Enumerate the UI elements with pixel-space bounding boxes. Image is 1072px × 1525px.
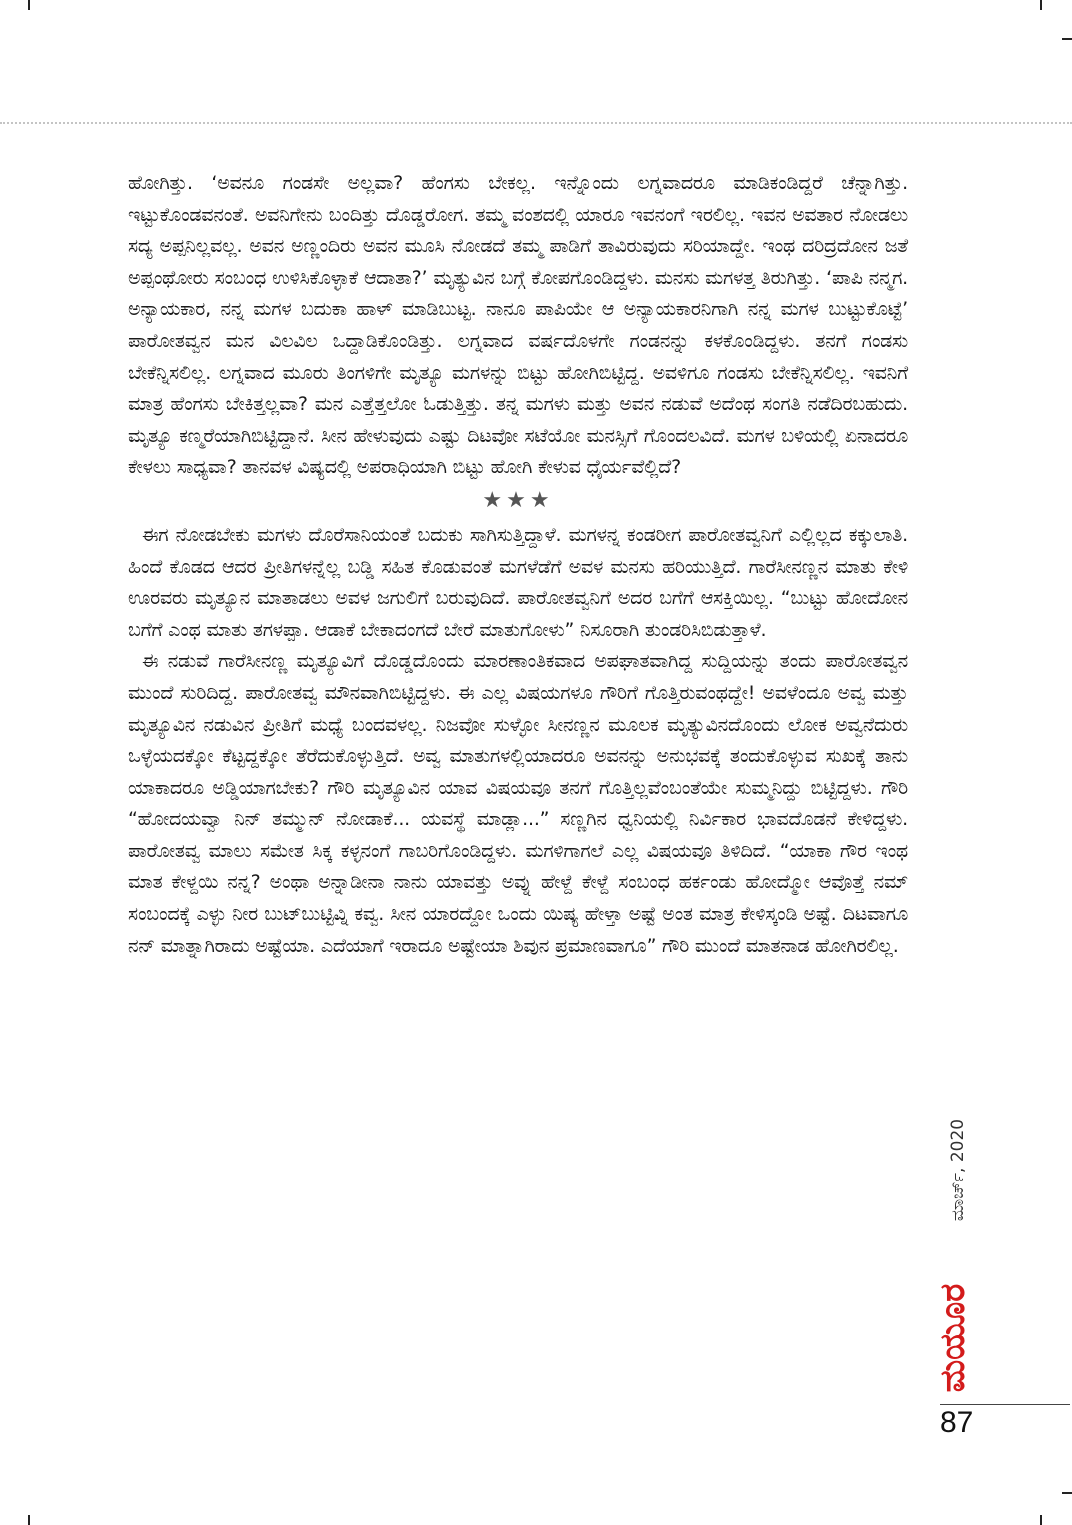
crop-mark-bottom-left — [28, 1515, 30, 1525]
magazine-logo-text: ಮಯೂರ — [933, 1283, 973, 1393]
page-number: 87 — [940, 1406, 974, 1439]
paragraph-1: ಹೋಗಿತ್ತು. ‘ಅವನೂ ಗಂಡಸೇ ಅಲ್ಲವಾ? ಹೆಂಗಸು ಬೇಕಲ್ಲ. ಇನ್ನೊಂದು ಲಗ್ನವಾದರೂ ಮಾಡಿಕಂಡಿದ್ದರೆ ಚೆನ್ನಾಗಿತ್ತು. ಇಟ್ಟುಕೊಂಡವನಂತೆ. ಅವನಿಗೇನು ಬಂದಿತ್ತು ದೊಡ್ಡರೋಗ. ತಮ್ಮ ವಂಶದಲ್ಲಿ ಯಾರೂ ಇವನಂಗೆ ಇರಲಿಲ್ಲ. ಇವನ ಅವತಾರ ನೋಡಲು ಸದ್ಯ ಅಪ್ಪನಿಲ್ಲವಲ್ಲ. ಅವನ ಅಣ್ಣಂದಿರು ಅವನ ಮೂಸಿ ನೋಡದೆ ತಮ್ಮ ಪಾಡಿಗೆ ತಾವಿರುವುದು ಸರಿಯಾದ್ದೇ. ಇಂಥ ದರಿದ್ರದೋನ ಜತೆ ಅಪ್ಪಂಥೋರು ಸಂಬಂಧ ಉಳಿಸಿಕೊಳ್ಳಾಕೆ ಆದಾತಾ?’ ಮೃತ್ಯುವಿನ ಬಗ್ಗೆ ಕೋಪಗೊಂಡಿದ್ದಳು. ಮನಸು ಮಗಳತ್ತ ತಿರುಗಿತ್ತು. ‘ಪಾಪಿ ನನ್ಮಗ. ಅನ್ಯಾಯಕಾರ, ನನ್ನ ಮಗಳ ಬದುಕಾ ಹಾಳ್ ಮಾಡಿಬುಟ್ಟ. ನಾನೂ ಪಾಪಿಯೇ ಆ ಅನ್ಯಾಯಕಾರನಿಗಾಗಿ ನನ್ನ ಮಗಳ ಬುಟ್ಟುಕೊಟ್ಟೆ’ ಪಾರೋತವ್ವನ ಮನ ವಿಲವಿಲ ಒದ್ದಾಡಿಕೊಂಡಿತ್ತು. ಲಗ್ನವಾದ ವರ್ಷದೊಳಗೇ ಗಂಡನನ್ನು ಕಳಕೊಂಡಿದ್ದಳು. ತನಗೆ ಗಂಡಸು ಬೇಕೆನ್ನಿಸಲಿಲ್ಲ. ಲಗ್ನವಾದ ಮೂರು ತಿಂಗಳಿಗೇ ಮೃತ್ಯೂ ಮಗಳನ್ನು ಬಿಟ್ಟು ಹೋಗಿಬಿಟ್ಟಿದ್ದ. ಅವಳಿಗೂ ಗಂಡಸು ಬೇಕೆನ್ನಿಸಲಿಲ್ಲ. ಇವನಿಗೆ ಮಾತ್ರ ಹೆಂಗಸು ಬೇಕಿತ್ತಲ್ಲವಾ? ಮನ ಎತ್ತೆತ್ತಲೋ ಓಡುತ್ತಿತ್ತು. ತನ್ನ ಮಗಳು ಮತ್ತು ಅವನ ನಡುವೆ ಅದೆಂಥ ಸಂಗತಿ ನಡೆದಿರಬಹುದು. ಮೃತ್ಯೂ ಕಣ್ಮರೆಯಾಗಿಬಿಟ್ಟಿದ್ದಾನೆ. ಸೀನ ಹೇಳುವುದು ಎಷ್ಟು ದಿಟವೋ ಸಟೆಯೋ ಮನಸ್ಸಿಗೆ ಗೊಂದಲವಿದೆ. ಮಗಳ ಬಳಿಯಲ್ಲಿ ಏನಾದರೂ ಕೇಳಲು ಸಾಧ್ಯವಾ? ತಾನವಳ ವಿಷ್ಯದಲ್ಲಿ ಅಪರಾಧಿಯಾಗಿ ಬಿಟ್ಟು ಹೋಗಿ ಕೇಳುವ ಧೈರ್ಯವೆಲ್ಲಿದೆ? — [128, 172, 908, 479]
article-body — [128, 168, 908, 962]
section-break-stars: ★★★ — [482, 487, 554, 513]
paragraph-3: ಈ ನಡುವೆ ಗಾರೆಸೀನಣ್ಣ ಮೃತ್ಯೂವಿಗೆ ದೊಡ್ಡದೊಂದು ಮಾರಣಾಂತಿಕವಾದ ಅಪಘಾತವಾಗಿದ್ದ ಸುದ್ದಿಯನ್ನು ತಂದು ಪಾರೋತವ್ವನ ಮುಂದೆ ಸುರಿದಿದ್ದ. ಪಾರೋತವ್ವ ಮೌನವಾಗಿಬಿಟ್ಟಿದ್ದಳು. ಈ ಎಲ್ಲ ವಿಷಯಗಳೂ ಗೌರಿಗೆ ಗೊತ್ತಿರುವಂಥದ್ದೇ! ಅವಳೆಂದೂ ಅವ್ವ ಮತ್ತು ಮೃತ್ಯೂವಿನ ನಡುವಿನ ಪ್ರೀತಿಗೆ ಮಧ್ಯೆ ಬಂದವಳಲ್ಲ. ನಿಜವೋ ಸುಳ್ಳೋ ಸೀನಣ್ಣನ ಮೂಲಕ ಮೃತ್ಯುವಿನದೊಂದು ಲೋಕ ಅವ್ವನೆದುರು ಒಳ್ಳೆಯದಕ್ಕೋ ಕೆಟ್ಟದ್ದಕ್ಕೋ ತೆರೆದುಕೊಳ್ಳುತ್ತಿದೆ. ಅವ್ವ ಮಾತುಗಳಲ್ಲಿಯಾದರೂ ಅವನನ್ನು ಅನುಭವಕ್ಕೆ ತಂದುಕೊಳ್ಳುವ ಸುಖಕ್ಕೆ ತಾನು ಯಾಕಾದರೂ ಅಡ್ಡಿಯಾಗಬೇಕು? ಗೌರಿ ಮೃತ್ಯೂವಿನ ಯಾವ ವಿಷಯವೂ ತನಗೆ ಗೊತ್ತಿಲ್ಲವೆಂಬಂತೆಯೇ ಸುಮ್ಮನಿದ್ದು ಬಿಟ್ಟಿದ್ದಳು. ಗೌರಿ “ಹೋದಯವ್ವಾ ನಿನ್ ತಮ್ಮುನ್ ನೋಡಾಕೆ... ಯವಸ್ಥೆ ಮಾಡ್ಲಾ...” ಸಣ್ಣಗಿನ ಧ್ವನಿಯಲ್ಲಿ ನಿರ್ವಿಕಾರ ಭಾವದೊಡನೆ ಕೇಳಿದ್ದಳು. ಪಾರೋತವ್ವ ಮಾಲು ಸಮೇತ ಸಿಕ್ಕ ಕಳ್ಳನಂಗೆ ಗಾಬರಿಗೊಂಡಿದ್ದಳು. ಮಗಳಿಗಾಗಲೆ ಎಲ್ಲ ವಿಷಯವೂ ತಿಳಿದಿದೆ. “ಯಾಕಾ ಗೌರ ಇಂಥ ಮಾತ ಕೇಳ್ದಯಿ ನನ್ನ? ಅಂಥಾ ಅನ್ನಾಡೀನಾ ನಾನು ಯಾವತ್ತು ಅವ್ನು ಹೇಳ್ದೆ ಕೇಳ್ದೆ ಸಂಬಂಧ ಹರ್ಕಂಡು ಹೋದ್ಮೋ ಆವೊತ್ತೆ ನಮ್ ಸಂಬಂದಕ್ಕೆ ಎಳ್ಳು ನೀರ ಬುಟ್‌ಬುಟ್ಟಿವ್ನಿ ಕವ್ವ. ಸೀನ ಯಾರದ್ದೋ ಒಂದು ಯಿಷ್ಯ ಹೇಳ್ತಾ ಅಷ್ಟೆ ಅಂತ ಮಾತ್ರ ಕೇಳಿಸ್ಕಂಡಿ ಅಷ್ಟೆ. ದಿಟವಾಗೂ ನನ್ ಮಾತ್ನಾಗಿರಾದು ಅಷ್ಟೆಯಾ. ಎದೆಯಾಗೆ ಇರಾದೂ ಅಷ್ಟೇಯಾ ಶಿವುನ ಪ್ರಮಾಣವಾಗೂ” ಗೌರಿ ಮುಂದೆ ಮಾತನಾಡ ಹೋಗಿರಲಿಲ್ಲ. — [128, 650, 908, 957]
crop-mark-right-top — [1062, 38, 1072, 40]
crop-mark-top-left — [28, 0, 30, 10]
page-number-rule — [940, 1404, 1070, 1405]
crop-mark-top-right — [1040, 0, 1042, 10]
crop-mark-bottom-right — [1040, 1515, 1042, 1525]
crop-mark-right-bottom — [1062, 1492, 1072, 1494]
issue-date-text: ಮಾರ್ಚ್, 2020 — [948, 1118, 968, 1222]
paragraph-2: ಈಗ ನೋಡಬೇಕು ಮಗಳು ದೊರೆಸಾನಿಯಂತೆ ಬದುಕು ಸಾಗಿಸುತ್ತಿದ್ದಾಳೆ. ಮಗಳನ್ನ ಕಂಡರೀಗ ಪಾರೋತವ್ವನಿಗೆ ಎಲ್ಲಿಲ್ಲದ ಕಕ್ಕುಲಾತಿ. ಹಿಂದೆ ಕೊಡದ ಆದರ ಪ್ರೀತಿಗಳನ್ನೆಲ್ಲ ಬಡ್ಡಿ ಸಹಿತ ಕೊಡುವಂತೆ ಮಗಳೆಡೆಗೆ ಅವಳ ಮನಸು ಹರಿಯುತ್ತಿದೆ. ಗಾರೆಸೀನಣ್ಣನ ಮಾತು ಕೇಳಿ ಊರವರು ಮೃತ್ಯೂನ ಮಾತಾಡಲು ಅವಳ ಜಗುಲಿಗೆ ಬರುವುದಿದೆ. ಪಾರೋತವ್ವನಿಗೆ ಅದರ ಬಗೆಗೆ ಆಸಕ್ತಿಯಿಲ್ಲ. “ಬುಟ್ಟು ಹೋದೋನ ಬಗೆಗೆ ಎಂಥ ಮಾತು ತಗಳಪ್ಪಾ. ಆಡಾಕೆ ಬೇಕಾದಂಗದೆ ಬೇರೆ ಮಾತುಗೋಳು” ನಿಸೂರಾಗಿ ತುಂಡರಿಸಿಬಿಡುತ್ತಾಳೆ. — [128, 523, 908, 641]
issue-date — [943, 1090, 973, 1250]
header-dotted-divider — [0, 122, 1072, 124]
magazine-logo — [930, 1268, 976, 1408]
